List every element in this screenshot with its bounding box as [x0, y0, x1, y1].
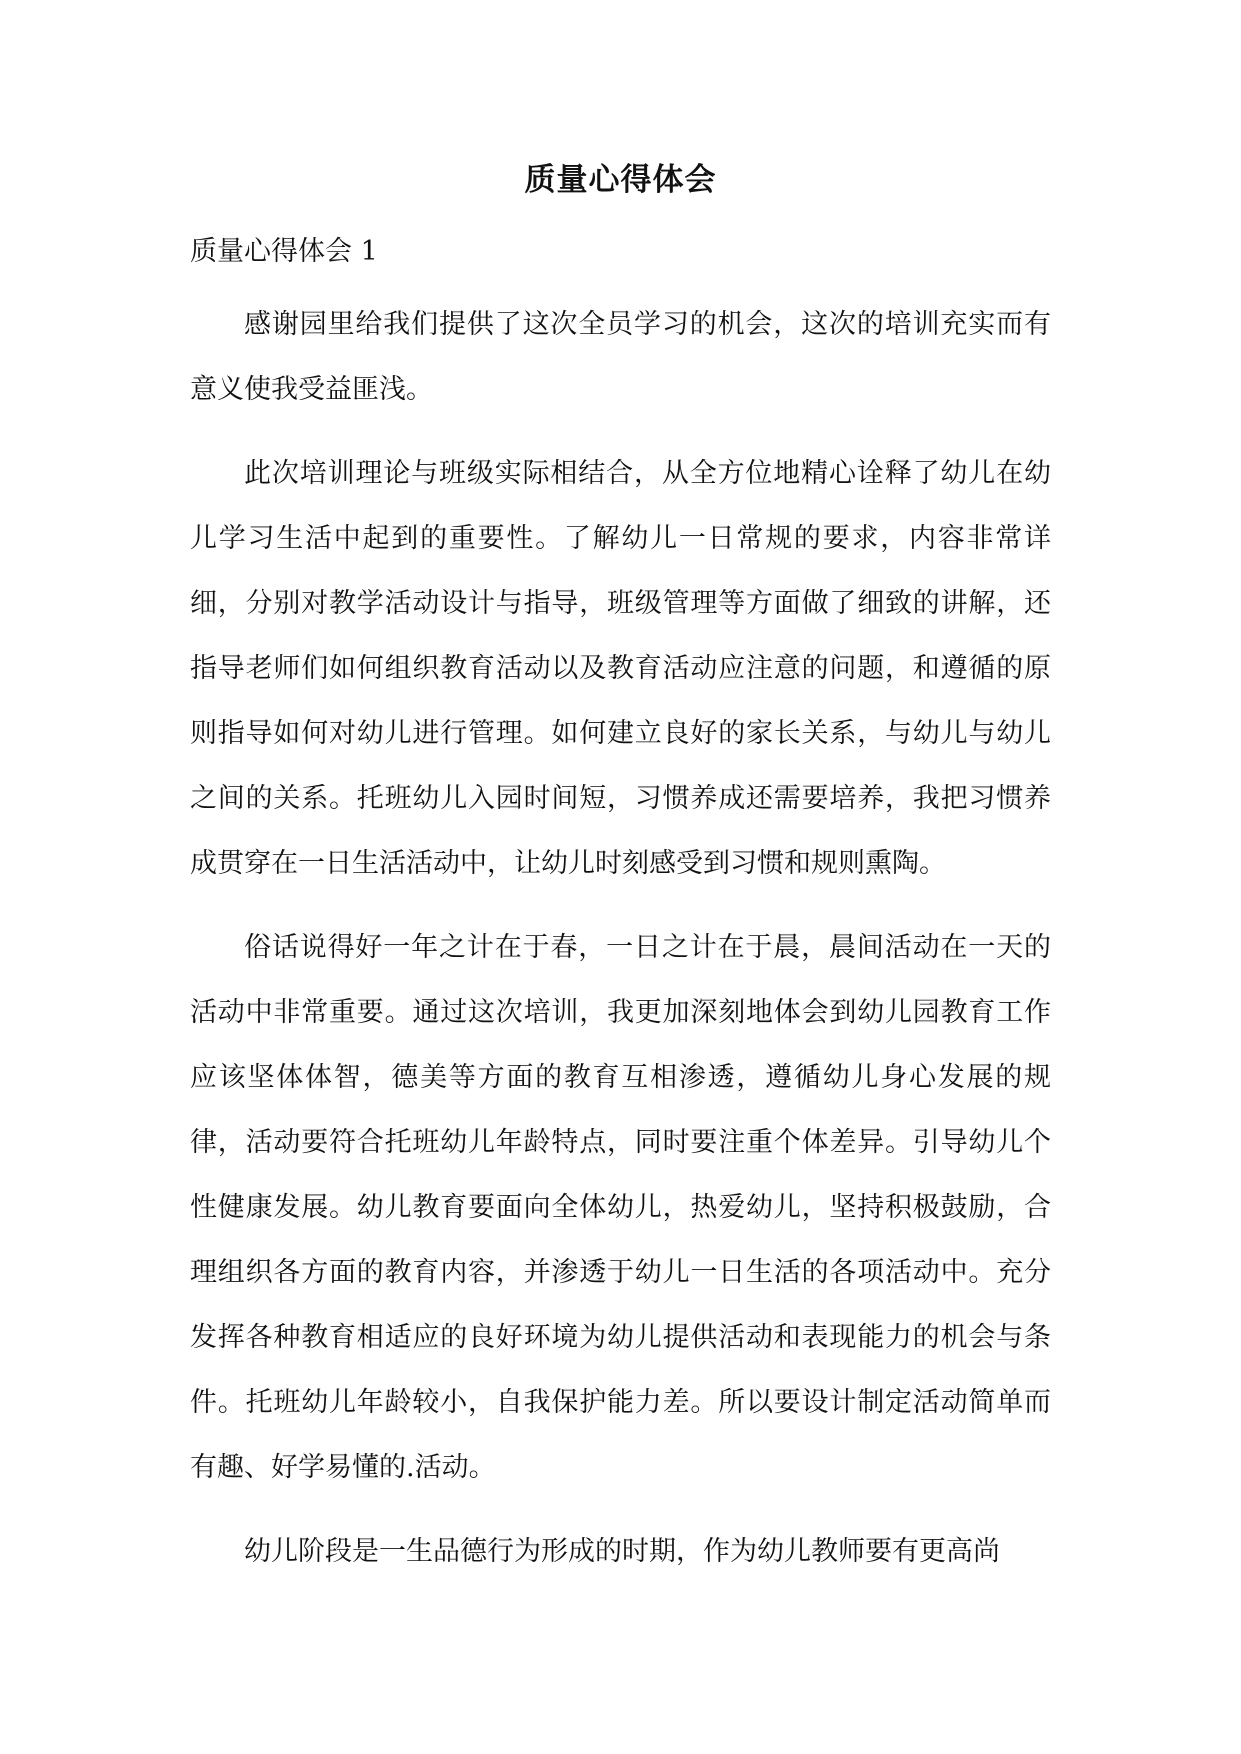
section-heading: 质量心得体会 1: [190, 236, 378, 267]
document-title: 质量心得体会: [524, 162, 717, 198]
paragraph-4: 幼儿阶段是一生品德行为形成的时期，作为幼儿教师要有更高尚: [244, 1536, 1000, 1567]
paragraph-1: 感谢园里给我们提供了这次全员学习的机会，这次的培训充实而有意义使我受益匪浅。: [190, 309, 1051, 405]
paragraph-3: 俗话说得好一年之计在于春，一日之计在于晨，晨间活动在一天的活动中非常重要。通过这次培训，我更加深刻地体会到幼儿园教育工作应该坚体体智，德美等方面的教育互相渗透，遵循幼儿身心发展的规律，活动要符合托班幼儿年龄特点，同时要注重个体差异。引导幼儿个性健康发展。幼儿教育要面向全体幼儿，热爱幼儿，坚持积极鼓励，合理组织各方面的教育内容，并渗透于幼儿一日生活的各项活动中。充分发挥各种教育相适应的良好环境为幼儿提供活动和表现能力的机会与条件。托班幼儿年龄较小，自我保护能力差。所以要设计制定活动简单而有趣、好学易懂的.活动。: [190, 932, 1051, 1483]
document-body: [190, 292, 1051, 1603]
paragraph-2: 此次培训理论与班级实际相结合，从全方位地精心诠释了幼儿在幼儿学习生活中起到的重要性。了解幼儿一日常规的要求，内容非常详细，分别对教学活动设计与指导，班级管理等方面做了细致的讲解，还指导老师们如何组织教育活动以及教育活动应注意的问题，和遵循的原则指导如何对幼儿进行管理。如何建立良好的家长关系，与幼儿与幼儿之间的关系。托班幼儿入园时间短，习惯养成还需要培养，我把习惯养成贯穿在一日生活活动中，让幼儿时刻感受到习惯和规则熏陶。: [190, 458, 1051, 879]
